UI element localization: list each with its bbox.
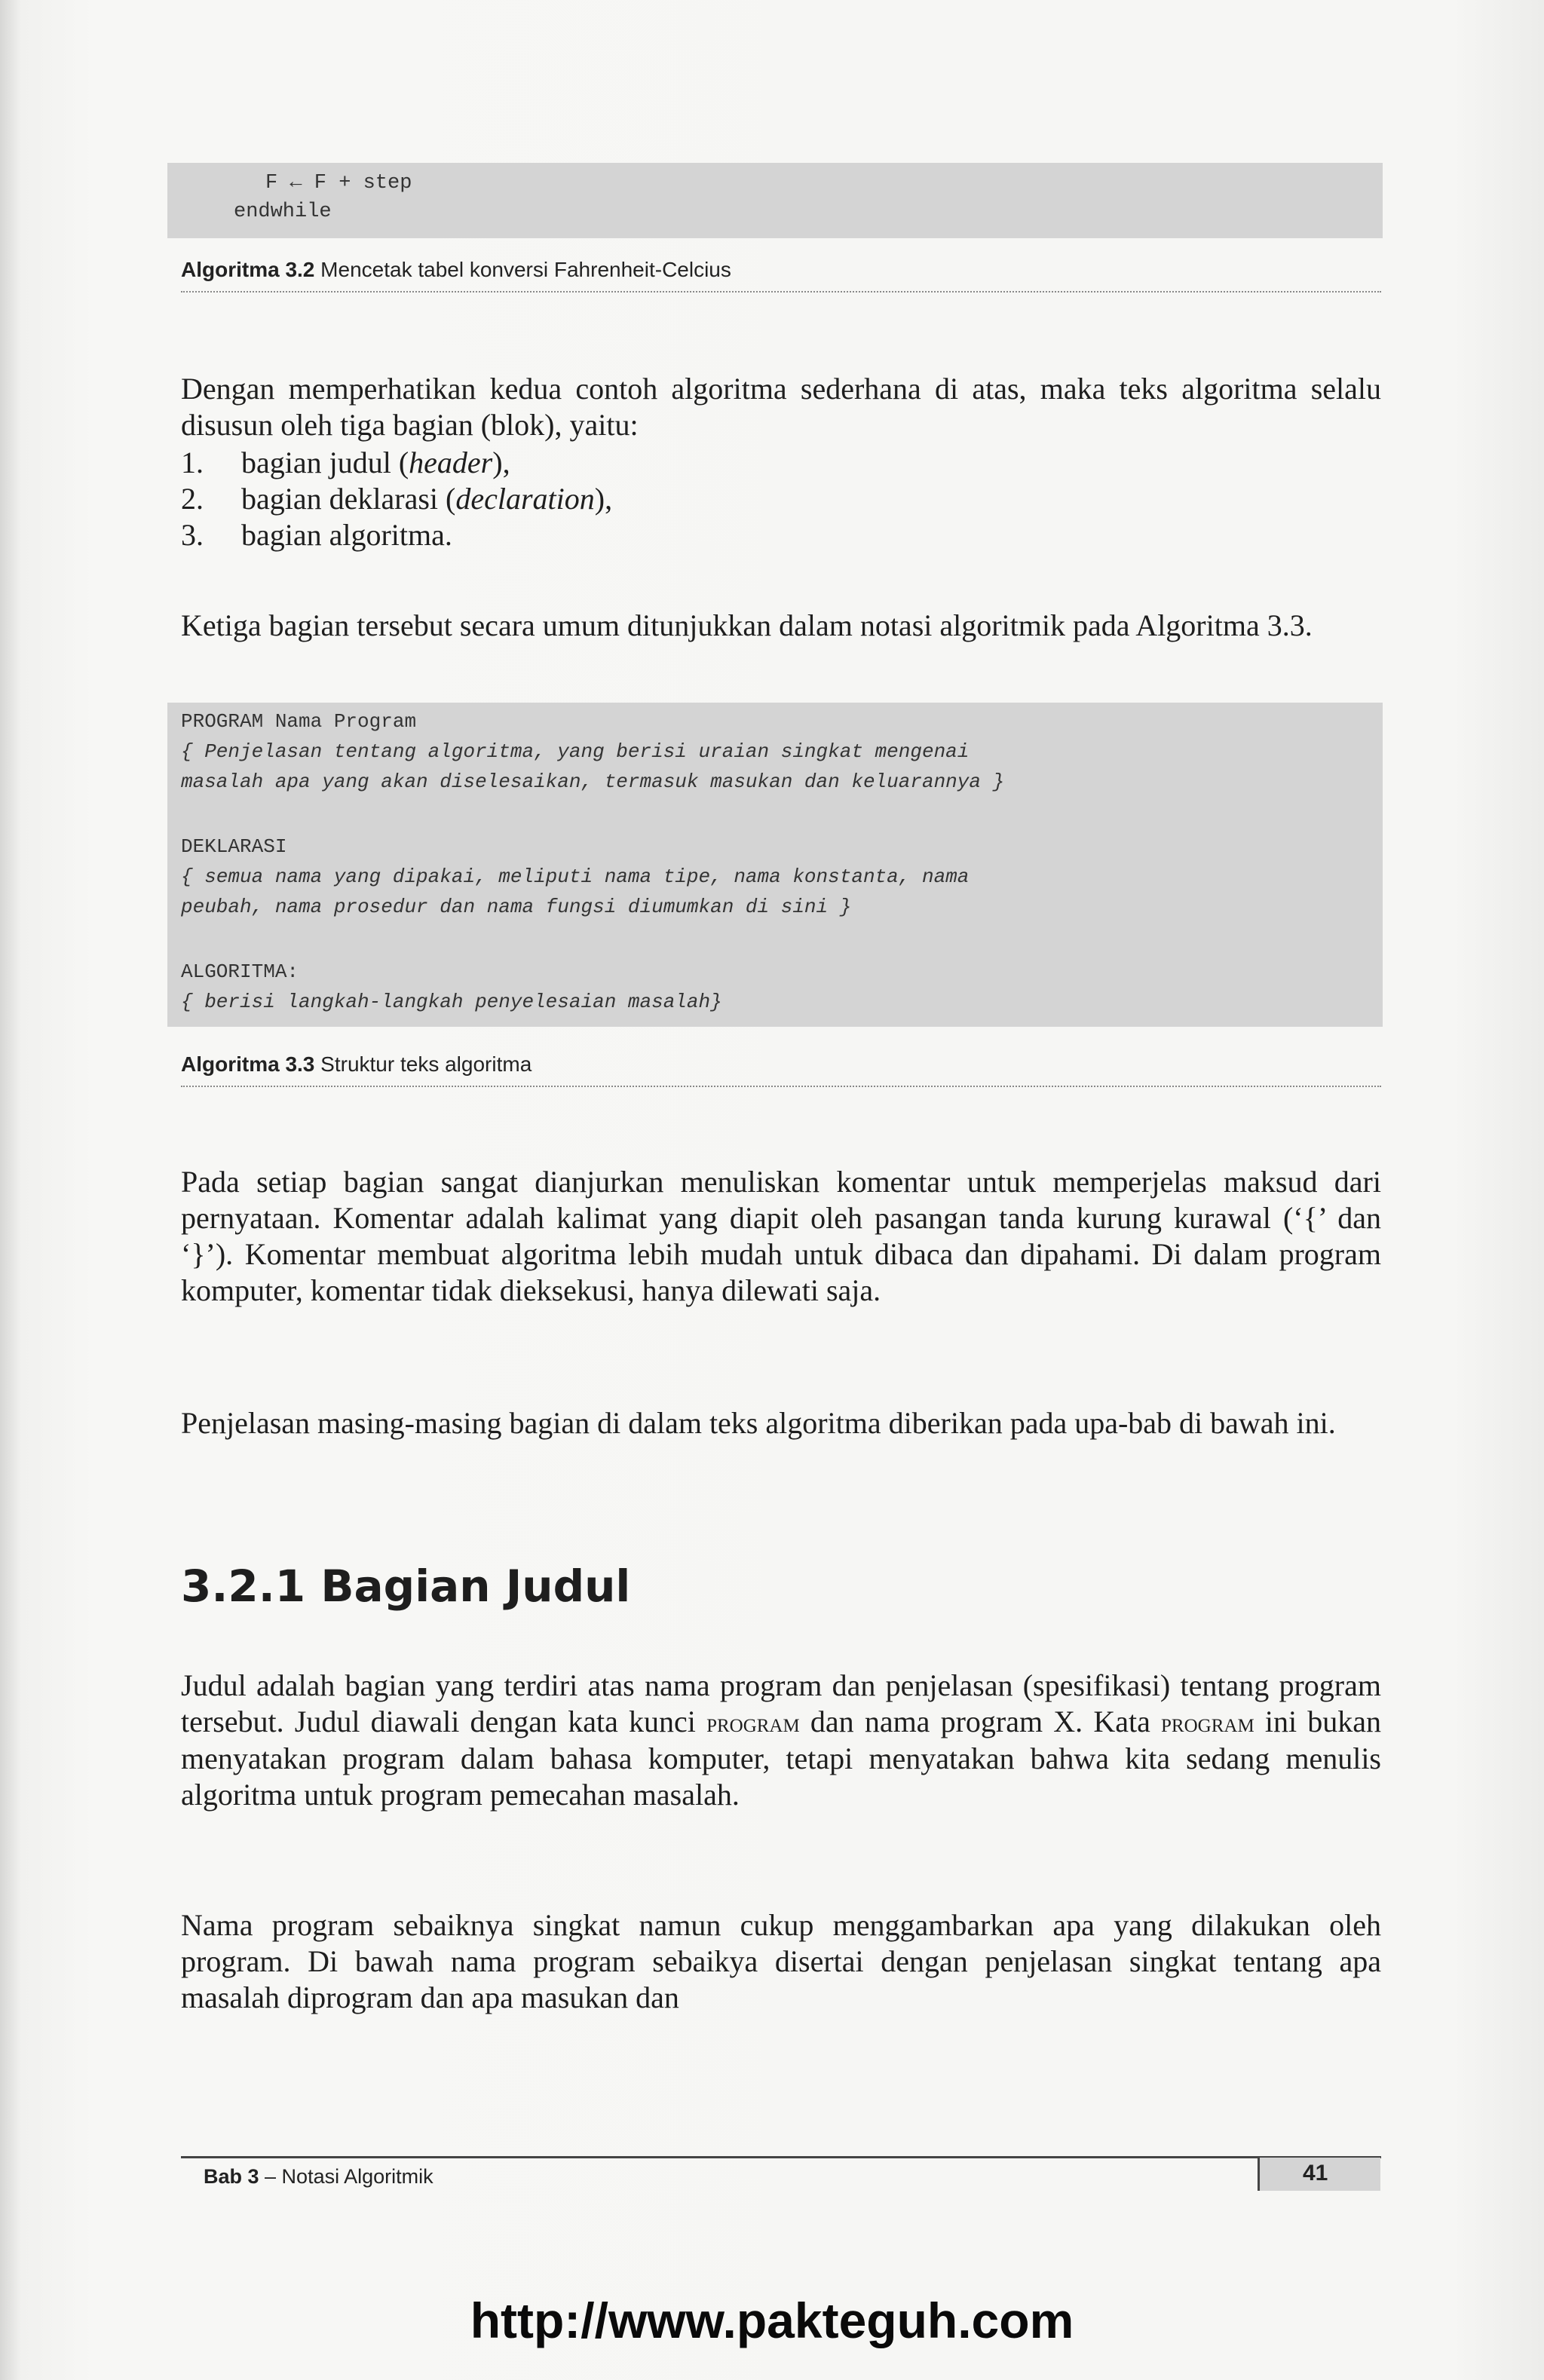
caption-label: Algoritma 3.2 — [181, 258, 315, 281]
caption-rule — [181, 291, 1381, 293]
paragraph-text: Ketiga bagian tersebut secara umum ditunjukkan dalam notasi algoritmik pada Algoritma 3.3. — [181, 608, 1313, 642]
list-item — [181, 481, 612, 517]
caption-text: Mencetak tabel konversi Fahrenheit-Celcius — [320, 258, 731, 281]
code-line: peubah, nama prosedur dan nama fungsi diumumkan di sini } — [181, 896, 852, 918]
list-number: 1. — [181, 446, 204, 479]
list-number: 3. — [181, 518, 204, 552]
code-line: { semua nama yang dipakai, meliputi nama tipe, nama konstanta, nama — [181, 865, 970, 888]
code-line: PROGRAM Nama Program — [181, 710, 417, 733]
chapter-title: – Notasi Algoritmik — [259, 2165, 433, 2188]
spine-shadow — [0, 0, 21, 2380]
page-number: 41 — [1303, 2161, 1328, 2185]
list-item — [181, 445, 612, 481]
code-line: { berisi langkah-langkah penyelesaian masalah} — [181, 991, 722, 1013]
chapter-label: Bab 3 — [204, 2165, 259, 2188]
caption-algoritma-3-3 — [181, 1052, 532, 1077]
list-number: 2. — [181, 482, 204, 516]
list-end: ), — [594, 482, 613, 516]
code-line: endwhile — [234, 201, 332, 223]
list-emphasis: declaration — [455, 482, 595, 516]
list-item — [181, 517, 612, 553]
caption-label: Algoritma 3.3 — [181, 1052, 315, 1076]
paragraph — [181, 1668, 1381, 1813]
text-run: dan nama program X. Kata — [810, 1705, 1150, 1738]
paragraph — [181, 608, 1381, 644]
keyword-program: program — [706, 1708, 800, 1738]
code-line: { Penjelasan tentang algoritma, yang berisi uraian singkat mengenai — [181, 740, 970, 763]
text-run: ini bukan menyatakan program dalam bahasa komputer, tetapi menyatakan bahwa kita sedang menulis algoritma untuk program pemecahan masalah. — [181, 1705, 1382, 1812]
caption-algoritma-3-2 — [181, 258, 731, 282]
footer-rule — [181, 2156, 1381, 2158]
code-line: F ← F + step — [265, 172, 412, 195]
list-emphasis: header — [409, 446, 493, 479]
running-footer — [204, 2165, 433, 2189]
paragraph — [181, 1405, 1381, 1441]
paragraph — [181, 1907, 1381, 2016]
paragraph-text — [181, 1668, 1381, 1813]
paragraph-text: Pada setiap bagian sangat dianjurkan menuliskan komentar untuk memperjelas maksud dari pernyataan. Komentar adalah kalimat yang diapit oleh pasangan tanda kurung kurawal (‘{’ dan ‘}’). Komentar membuat algoritma lebih mudah untuk dibaca dan dipahami. Di dalam program komputer, komentar tidak dieksekusi, hanya dilewati saja. — [181, 1165, 1381, 1307]
list-end: ), — [492, 446, 510, 479]
numbered-list — [181, 445, 612, 553]
paragraph — [181, 1164, 1381, 1309]
list-text: bagian judul ( — [241, 446, 409, 479]
code-line: masalah apa yang akan diselesaikan, termasuk masukan dan keluarannya } — [181, 770, 1005, 793]
section-heading: 3.2.1 Bagian Judul — [181, 1561, 631, 1612]
paragraph-text: Penjelasan masing-masing bagian di dalam teks algoritma diberikan pada upa-bab di bawah ini. — [181, 1406, 1336, 1440]
list-text: bagian algoritma. — [241, 518, 452, 552]
caption-text: Struktur teks algoritma — [320, 1052, 532, 1076]
code-block-fahrenheit — [167, 163, 1383, 238]
paragraph — [181, 371, 1381, 443]
code-block-structure — [167, 703, 1383, 1027]
caption-rule — [181, 1086, 1381, 1087]
list-text: bagian deklarasi ( — [241, 482, 456, 516]
keyword-program: program — [1161, 1708, 1254, 1738]
watermark-url: http://www.pakteguh.com — [470, 2293, 1074, 2348]
code-line: DEKLARASI — [181, 835, 287, 858]
text-run: Judul adalah bagian yang terdiri atas nama program dan penjelasan (spesifikasi) tentang program tersebut. Judul diawali dengan kata kunci — [181, 1668, 1381, 1738]
paragraph-text: Nama program sebaiknya singkat namun cukup menggambarkan apa yang dilakukan oleh program. Di bawah nama program sebaikya disertai dengan penjelasan singkat tentang apa masalah diprogram dan apa masukan dan — [181, 1908, 1381, 2014]
paragraph-text: Dengan memperhatikan kedua contoh algoritma sederhana di atas, maka teks algoritma selalu disusun oleh tiga bagian (blok), yaitu: — [181, 372, 1381, 442]
code-line: ALGORITMA: — [181, 960, 299, 983]
